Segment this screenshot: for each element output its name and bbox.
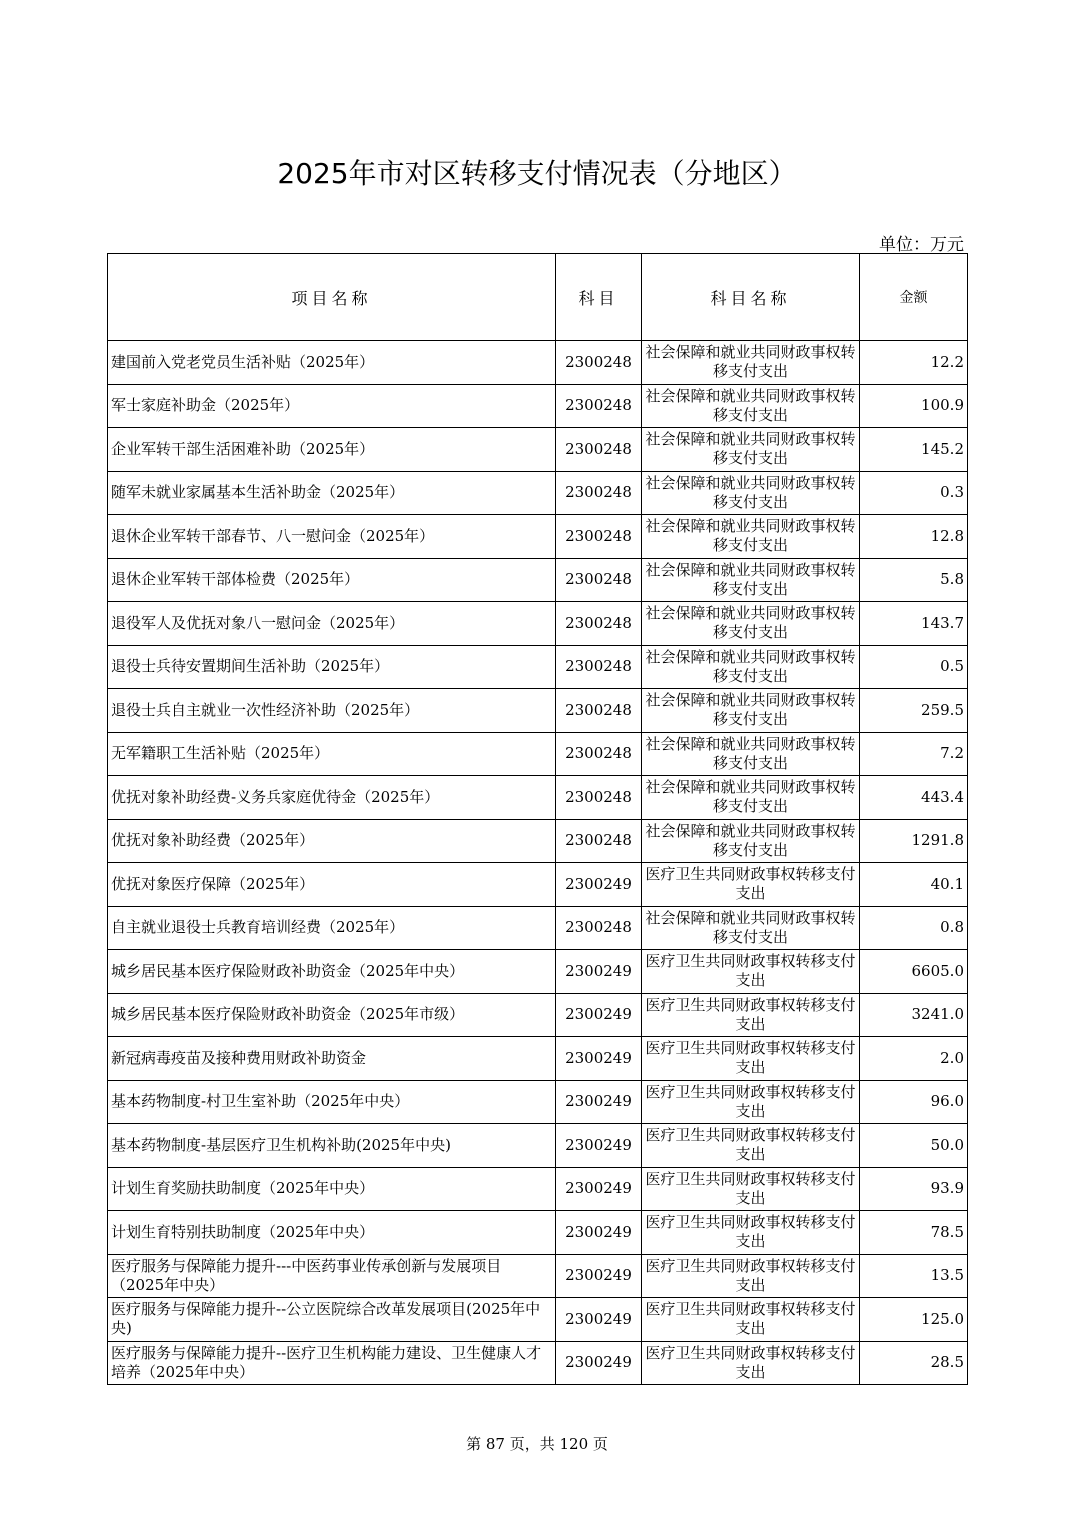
table-row [108,645,968,689]
row-name: 计划生育特别扶助制度（2025年中央） [108,1211,556,1255]
row-subject: 社会保障和就业共同财政事权转移支付支出 [642,776,860,820]
row-subject: 医疗卫生共同财政事权转移支付支出 [642,1037,860,1081]
row-subject: 社会保障和就业共同财政事权转移支付支出 [642,819,860,863]
page-footer: 第 87 页，共 120 页 [466,1435,608,1453]
row-amount: 125.0 [860,1298,968,1342]
row-code: 2300248 [556,471,642,515]
row-name: 医疗服务与保障能力提升---中医药事业传承创新与发展项目（2025年中央） [108,1254,556,1298]
table-row [108,950,968,994]
row-name: 退役士兵待安置期间生活补助（2025年） [108,645,556,689]
table-row [108,1167,968,1211]
row-subject: 社会保障和就业共同财政事权转移支付支出 [642,689,860,733]
row-subject: 医疗卫生共同财政事权转移支付支出 [642,993,860,1037]
table-row [108,471,968,515]
row-amount: 96.0 [860,1080,968,1124]
row-subject: 医疗卫生共同财政事权转移支付支出 [642,863,860,907]
transfer-table [107,253,968,1385]
row-code: 2300248 [556,776,642,820]
row-name: 建国前入党老党员生活补贴（2025年） [108,341,556,385]
table-row [108,993,968,1037]
row-code: 2300248 [556,341,642,385]
row-subject: 医疗卫生共同财政事权转移支付支出 [642,1341,860,1385]
row-name: 退休企业军转干部体检费（2025年） [108,558,556,602]
header-code: 科目 [556,254,642,341]
table-row [108,341,968,385]
row-subject: 医疗卫生共同财政事权转移支付支出 [642,950,860,994]
row-code: 2300248 [556,515,642,559]
row-code: 2300249 [556,1167,642,1211]
row-code: 2300248 [556,732,642,776]
row-subject: 社会保障和就业共同财政事权转移支付支出 [642,602,860,646]
table-row [108,1254,968,1298]
row-subject: 社会保障和就业共同财政事权转移支付支出 [642,341,860,385]
table-row [108,906,968,950]
row-amount: 12.2 [860,341,968,385]
table-row [108,863,968,907]
row-code: 2300249 [556,1254,642,1298]
row-amount: 6605.0 [860,950,968,994]
row-subject: 医疗卫生共同财政事权转移支付支出 [642,1167,860,1211]
table-row [108,384,968,428]
row-name: 基本药物制度-基层医疗卫生机构补助(2025年中央) [108,1124,556,1168]
table-row [108,1298,968,1342]
row-name: 退役军人及优抚对象八一慰问金（2025年） [108,602,556,646]
row-name: 随军未就业家属基本生活补助金（2025年） [108,471,556,515]
table-row [108,1080,968,1124]
row-name: 企业军转干部生活困难补助（2025年） [108,428,556,472]
row-amount: 0.8 [860,906,968,950]
row-amount: 1291.8 [860,819,968,863]
table-row [108,689,968,733]
row-subject: 社会保障和就业共同财政事权转移支付支出 [642,384,860,428]
row-name: 退役士兵自主就业一次性经济补助（2025年） [108,689,556,733]
row-amount: 145.2 [860,428,968,472]
row-amount: 2.0 [860,1037,968,1081]
row-subject: 社会保障和就业共同财政事权转移支付支出 [642,645,860,689]
table-row [108,1124,968,1168]
row-code: 2300249 [556,950,642,994]
row-amount: 100.9 [860,384,968,428]
row-name: 计划生育奖励扶助制度（2025年中央） [108,1167,556,1211]
row-amount: 93.9 [860,1167,968,1211]
row-code: 2300249 [556,1211,642,1255]
row-subject: 医疗卫生共同财政事权转移支付支出 [642,1124,860,1168]
table-row [108,776,968,820]
row-amount: 13.5 [860,1254,968,1298]
row-subject: 医疗卫生共同财政事权转移支付支出 [642,1080,860,1124]
row-name: 退休企业军转干部春节、八一慰问金（2025年） [108,515,556,559]
row-name: 优抚对象补助经费-义务兵家庭优待金（2025年） [108,776,556,820]
row-amount: 143.7 [860,602,968,646]
header-name: 项目名称 [108,254,556,341]
table-row [108,428,968,472]
row-code: 2300248 [556,428,642,472]
row-name: 自主就业退役士兵教育培训经费（2025年） [108,906,556,950]
row-code: 2300249 [556,993,642,1037]
table-header-row [108,254,968,341]
row-amount: 50.0 [860,1124,968,1168]
row-subject: 社会保障和就业共同财政事权转移支付支出 [642,906,860,950]
row-name: 优抚对象补助经费（2025年） [108,819,556,863]
table-row [108,602,968,646]
row-subject: 社会保障和就业共同财政事权转移支付支出 [642,732,860,776]
row-code: 2300249 [556,1080,642,1124]
row-amount: 259.5 [860,689,968,733]
row-code: 2300248 [556,602,642,646]
header-subject: 科目名称 [642,254,860,341]
table-row [108,819,968,863]
row-subject: 社会保障和就业共同财政事权转移支付支出 [642,558,860,602]
row-name: 城乡居民基本医疗保险财政补助资金（2025年中央） [108,950,556,994]
row-subject: 医疗卫生共同财政事权转移支付支出 [642,1211,860,1255]
row-code: 2300249 [556,1037,642,1081]
row-name: 城乡居民基本医疗保险财政补助资金（2025年市级） [108,993,556,1037]
header-amount: 金额 [860,254,968,341]
page-title: 2025年市对区转移支付情况表（分地区） [277,157,797,190]
row-subject: 社会保障和就业共同财政事权转移支付支出 [642,428,860,472]
row-amount: 7.2 [860,732,968,776]
row-amount: 5.8 [860,558,968,602]
row-code: 2300248 [556,558,642,602]
row-amount: 3241.0 [860,993,968,1037]
row-name: 医疗服务与保障能力提升--公立医院综合改革发展项目(2025年中央) [108,1298,556,1342]
row-code: 2300249 [556,1124,642,1168]
table-row [108,558,968,602]
row-amount: 0.3 [860,471,968,515]
row-code: 2300248 [556,645,642,689]
row-subject: 社会保障和就业共同财政事权转移支付支出 [642,515,860,559]
row-amount: 40.1 [860,863,968,907]
row-amount: 28.5 [860,1341,968,1385]
row-code: 2300249 [556,1341,642,1385]
row-name: 医疗服务与保障能力提升--医疗卫生机构能力建设、卫生健康人才培养（2025年中央） [108,1341,556,1385]
table-row [108,732,968,776]
row-code: 2300249 [556,863,642,907]
row-code: 2300248 [556,906,642,950]
row-amount: 0.5 [860,645,968,689]
row-name: 无军籍职工生活补贴（2025年） [108,732,556,776]
row-code: 2300249 [556,1298,642,1342]
table-row [108,1341,968,1385]
row-name: 优抚对象医疗保障（2025年） [108,863,556,907]
row-name: 基本药物制度-村卫生室补助（2025年中央） [108,1080,556,1124]
row-name: 军士家庭补助金（2025年） [108,384,556,428]
row-subject: 医疗卫生共同财政事权转移支付支出 [642,1254,860,1298]
table-row [108,1037,968,1081]
row-name: 新冠病毒疫苗及接种费用财政补助资金 [108,1037,556,1081]
row-amount: 12.8 [860,515,968,559]
row-subject: 医疗卫生共同财政事权转移支付支出 [642,1298,860,1342]
table-row [108,1211,968,1255]
row-code: 2300248 [556,689,642,733]
row-code: 2300248 [556,819,642,863]
row-subject: 社会保障和就业共同财政事权转移支付支出 [642,471,860,515]
row-amount: 443.4 [860,776,968,820]
row-amount: 78.5 [860,1211,968,1255]
unit-label: 单位：万元 [879,235,964,255]
row-code: 2300248 [556,384,642,428]
table-row [108,515,968,559]
